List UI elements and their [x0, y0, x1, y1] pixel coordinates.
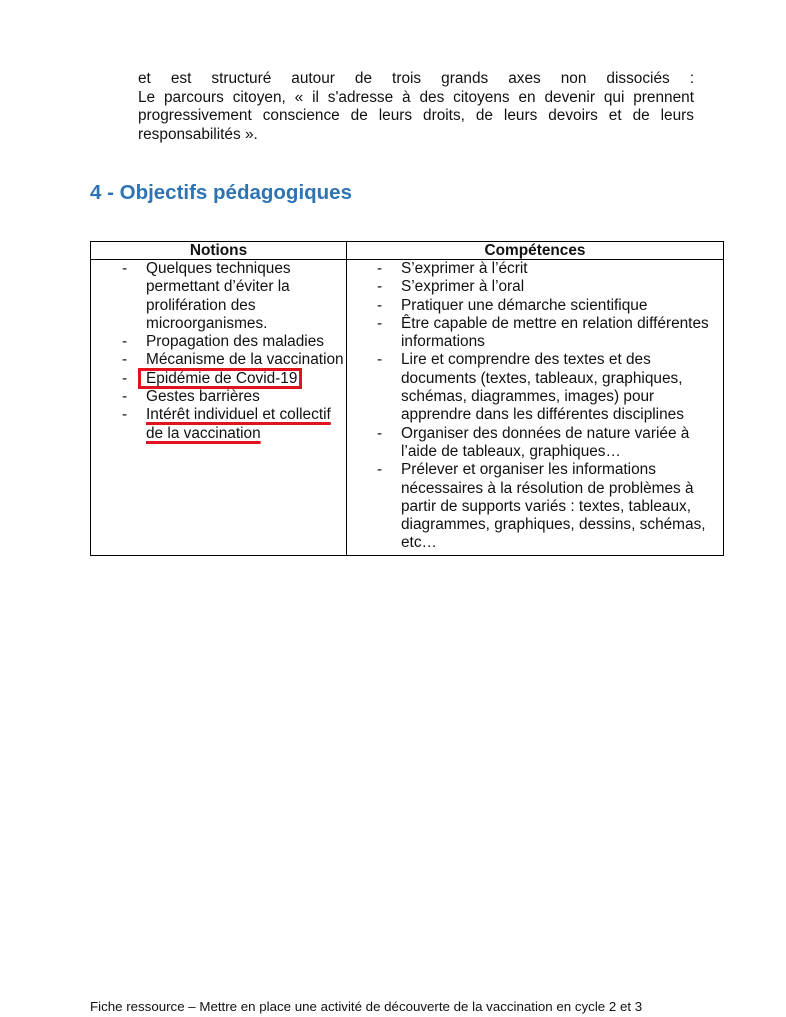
- dash-bullet: -: [122, 333, 128, 351]
- highlighted-notion-underlined: Intérêt individuel et collectif de la vaccination: [146, 406, 331, 442]
- list-item: [347, 260, 723, 278]
- list-item: [91, 260, 346, 333]
- dash-bullet: -: [122, 260, 128, 277]
- list-item: [91, 370, 346, 388]
- highlighted-notion-boxed: Épidémie de Covid-19: [146, 369, 298, 387]
- notions-list: [91, 260, 346, 443]
- list-item: [347, 278, 723, 296]
- notions-cell: [91, 260, 347, 556]
- dash-bullet: -: [377, 296, 383, 314]
- dash-bullet: -: [377, 351, 383, 369]
- dash-bullet: -: [377, 424, 383, 442]
- competence-text: S’exprimer à l’oral: [401, 278, 525, 296]
- list-item: [91, 333, 346, 351]
- header-notions: Notions: [91, 242, 347, 260]
- competences-list: [347, 260, 723, 553]
- dash-bullet: -: [122, 351, 128, 369]
- list-item: [347, 297, 723, 315]
- list-item: [91, 406, 346, 443]
- notion-text: Quelques techniques permettant d’éviter la prolifération des microorganismes.: [146, 260, 291, 332]
- intro-line: progressivement conscience de leurs droits, de leurs devoirs et de leurs: [138, 107, 694, 124]
- notion-text: Mécanisme de la vaccination: [146, 351, 344, 369]
- page-footer: Fiche ressource – Mettre en place une activité de découverte de la vaccination en cycle 2 et 3: [90, 999, 643, 1014]
- intro-line: responsabilités ».: [138, 125, 258, 143]
- dash-bullet: -: [122, 369, 128, 387]
- competence-text: S’exprimer à l’écrit: [401, 260, 528, 277]
- competence-text: Pratiquer une démarche scientifique: [401, 296, 648, 314]
- list-item: [347, 461, 723, 552]
- objectives-table: [90, 241, 724, 556]
- list-item: [347, 351, 723, 424]
- list-item: [91, 388, 346, 406]
- section-title: 4 - Objectifs pédagogiques: [90, 181, 352, 204]
- dash-bullet: -: [377, 260, 383, 277]
- list-item: [91, 351, 346, 369]
- competence-text: Organiser des données de nature variée à l’aide de tableaux, graphiques…: [401, 424, 690, 460]
- intro-line: et est structuré autour de trois grands axes non dissociés :: [138, 70, 694, 87]
- dash-bullet: -: [122, 388, 128, 406]
- notion-text: Propagation des maladies: [146, 333, 324, 351]
- dash-bullet: -: [122, 406, 128, 424]
- dash-bullet: -: [377, 461, 383, 479]
- competence-text: Prélever et organiser les informations nécessaires à la résolution de problèmes à partir de supports variés : textes, tableaux, diagrammes, graphiques, dessins, schémas, etc…: [401, 461, 706, 552]
- notion-text: Gestes barrières: [146, 388, 260, 406]
- intro-paragraph: [138, 70, 694, 144]
- competences-cell: [347, 260, 724, 556]
- dash-bullet: -: [377, 278, 383, 296]
- intro-line: Le parcours citoyen, « il s'adresse à des citoyens en devenir qui prennent: [138, 88, 694, 106]
- header-competences: Compétences: [347, 242, 724, 260]
- competence-text: Lire et comprendre des textes et des documents (textes, tableaux, graphiques, schémas, diagrammes, images) pour apprendre dans les différentes disciplines: [401, 351, 684, 424]
- list-item: [347, 425, 723, 462]
- table-row: [91, 260, 724, 556]
- table-header-row: [91, 242, 724, 260]
- competence-text: Être capable de mettre en relation différentes informations: [401, 314, 709, 351]
- dash-bullet: -: [377, 314, 383, 332]
- list-item: [347, 315, 723, 352]
